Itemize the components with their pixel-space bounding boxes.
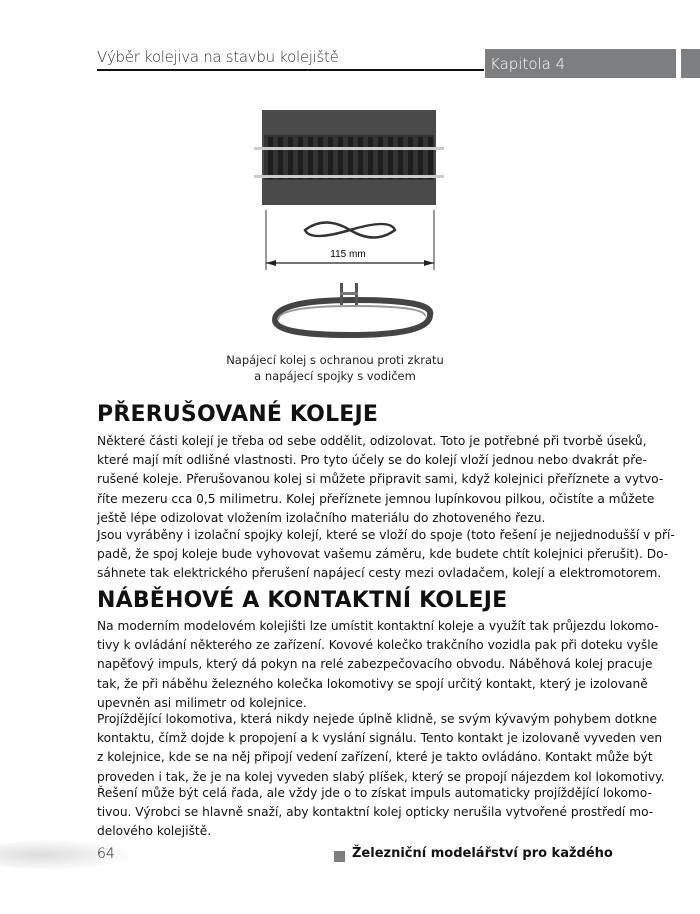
sleeper [328,137,333,179]
book-title: Železniční modelářství pro každého [352,846,613,861]
sleeper [298,137,303,179]
sleeper [408,137,413,179]
sleeper [318,137,323,179]
paragraph [97,617,659,713]
text-line: Řešení může být celá řada, ale vždy jde o to získat impuls automaticky projíždějící lokomo- [97,786,652,800]
figure-caption [180,352,490,384]
text-line: které mají mít odlišné vlastnosti. Pro tyto účely se do kolejí vloží jednou nebo dvakrát pře- [97,453,647,468]
text-line: sáhnete tak elektrického přerušení napájecí cesty mezi ovladačem, kolejí a elektromotorem. [97,566,662,581]
running-header-title: Výběr kolejiva na stavbu kolejiště [97,48,339,66]
paragraph [97,784,654,842]
text-line: ještě lépe odizolovat vložením izolačního materiálu do zhotoveného řezu. [97,510,546,525]
sleeper [288,137,293,179]
sleeper [388,137,393,179]
text-line: Projíždějící lokomotiva, která nikdy nejede úplně klidně, se svým kývavým pohybem dotkne [97,712,657,726]
sleeper [418,137,423,179]
paragraph [97,432,664,528]
text-line: tivy k ovládání některého ze zařízení. Kovové kolečko trakčního vozidla pak při doteku vyšle [97,638,659,653]
text-line: proveden i tak, že je na kolej vyveden slabý plíšek, který se propojí nájezdem kol lokomotivy. [97,769,665,784]
footer-square-icon [334,851,345,862]
sleeper [358,137,363,179]
text-line: rušené koleje. Přerušovanou kolej si můžete připravit sami, když kolejnici přeříznete a vytvo- [97,472,664,487]
text-line: delového kolejiště. [97,824,212,839]
header-rule [97,69,484,71]
sleeper [368,137,373,179]
text-line: napěťový impuls, který dá pokyn na relé zabezpečovacího obvodu. Náběhová kolej pracuje [97,657,653,672]
sleeper [428,137,433,179]
text-line: upevněn asi milimetr od kolejnice. [97,695,307,710]
text-line: kontaktu, čímž dojde k propojení a k vyslání signálu. Tento kontakt je izolovaně vyveden ven [97,731,663,746]
sleeper [398,137,403,179]
dimension-label: 115 mm [330,249,366,260]
section-heading: PŘERUŠOVANÉ KOLEJE [97,402,379,427]
text-line: tak, že při náběhu železného kolečka lokomotivy se spojí určitý kontakt, který je izolovaně [97,676,648,691]
sleeper [268,137,273,179]
paragraph [97,710,665,787]
sleeper [278,137,283,179]
sleeper-marks [268,137,433,179]
chapter-tab [681,49,700,78]
paragraph [97,526,675,584]
page-number: 64 [97,846,115,862]
text-line: Některé části kolejí je třeba od sebe oddělit, odizolovat. Toto je potřebné při tvorbě úseků, [97,434,647,448]
rail [254,147,444,150]
feeder-track-figure [250,105,450,345]
caption-line: a napájecí spojky s vodičem [254,369,416,383]
rail [254,175,444,178]
caption-line: Napájecí kolej s ochranou proti zkratu [226,353,444,367]
sleeper [338,137,343,179]
text-line: z kolejnice, kde se na něj připojí vedení zařízení, které je takto ovládáno. Kontakt může být [97,750,653,765]
text-line: tivou. Výrobci se hlavně snaží, aby kontaktní kolej opticky nerušila vytvořené prostředí mo- [97,805,654,820]
text-line: padě, že spoj koleje bude vyhovovat vašemu záměru, kde budete chtít kolejnici přerušit). Do- [97,547,669,562]
section-heading: NÁBĚHOVÉ A KONTAKTNÍ KOLEJE [97,588,508,613]
chapter-label: Kapitola 4 [485,49,676,78]
text-line: Na moderním modelovém kolejišti lze umístit kontaktní koleje a využít tak průjezdu lokomo- [97,619,659,633]
sleeper [348,137,353,179]
sleeper [378,137,383,179]
text-line: říte mezeru cca 0,5 milimetru. Kolej přeříznete jemnou lupínkovou pilkou, očistíte a můžete [97,491,655,506]
text-line: Jsou vyráběny i izolační spojky kolejí, které se vloží do spoje (toto řešení je nejjednodušší v pří- [97,528,675,542]
wire-coil [305,223,395,238]
sleeper [308,137,313,179]
